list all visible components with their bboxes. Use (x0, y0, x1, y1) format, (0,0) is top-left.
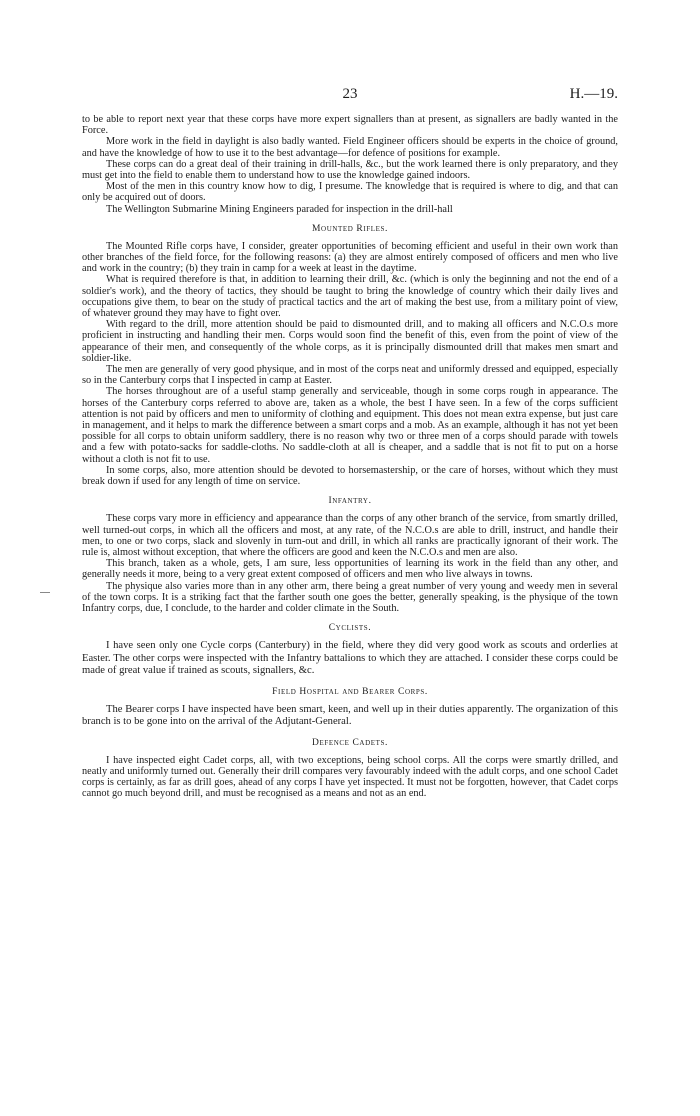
section-heading: Mounted Rifles. (312, 223, 388, 234)
section-paragraph: I have inspected eight Cadet corps, all, with two exceptions, being school corps. All the corps were smartly drilled, and neatly and uniformly turned out. Generally their drill compares very favourably indeed with the adult corps, and one school Cadet corps is certainly, as far as drill goes, ahead of any corps I have yet inspected. It must not be forgotten, however, that Cadet corps cannot go much beyond drill, and must be recognised as a means and not as an end. (82, 754, 618, 800)
section-heading: Infantry. (328, 496, 372, 507)
section-paragraph: With regard to the drill, more attention should be paid to dismounted drill, and to making all officers and N.C.O.s more proficient in instructing and handling their men. Corps would soon find the benefit of this, even from the point of view of the appearance of their men, and consequently of the whole corps, as it is principally dismounted drill that makes men smart and soldier-like. (82, 319, 618, 364)
intro-paragraph: Most of the men in this country know how to dig, I presume. The knowledge that is required is where to dig, and that can only be acquired out of doors. (82, 181, 618, 204)
section-paragraph: The Mounted Rifle corps have, I consider, greater opportunities of becoming efficient and useful in their own work than other branches of the field force, for the following reasons: (a) they are almost entirely composed of officers and men who live and work in the country; (b) they train in camp for a week at least in the daytime. (82, 240, 618, 275)
section-infantry (82, 495, 618, 614)
section-field-hospital (82, 686, 618, 729)
page-header (82, 84, 618, 104)
section-paragraph: The Bearer corps I have inspected have been smart, keen, and well up in their duties apparently. The organization of this branch is to be gone into on the arrival of the Adjutant-General. (82, 703, 618, 728)
document-reference: H.—19. (569, 86, 618, 102)
section-heading: Cyclists. (328, 623, 372, 634)
intro-paragraph: to be able to report next year that these corps have more expert signallers than at present, as signallers are badly wanted in the Force. (82, 114, 618, 137)
intro-paragraph: More work in the field in daylight is also badly wanted. Field Engineer officers should be experts in the choice of ground, and have the knowledge of how to use it to the best advantage—for defence of positions for example. (82, 136, 618, 159)
intro-block (82, 114, 618, 215)
intro-paragraph: The Wellington Submarine Mining Engineers paraded for inspection in the drill-hall (106, 203, 453, 215)
section-paragraph: The physique also varies more than in any other arm, there being a great number of very young and weedy men in several of the town corps. It is a striking fact that the farther south one goes the better, generally speaking, is the physique of the town Infantry corps, due, I conclude, to the harder and colder climate in the South. (82, 580, 618, 614)
section-paragraph: The horses throughout are of a useful stamp generally and serviceable, though in some corps rough in appearance. The horses of the Canterbury corps referred to above are, taken as a whole, the best I have seen. In a few of the corps sufficient attention is not paid by officers and men to uniformity of clothing and equipment. This does not mean extra expense, but just care in management, and it helps to mark the difference between a smart corps and a mob. As an example, although it has not yet been possible for all corps to obtain uniform saddlery, there is no reason why two or three men of a corps should parade with towels and a few with potato-sacks for saddle-cloths. No saddle-cloth at all is cheaper, and a saddle that is not fit to put on a horse without a cloth is not fit to use. (82, 386, 618, 465)
section-cyclists (82, 622, 618, 678)
page-body (82, 114, 618, 799)
page-number: 23 (342, 86, 358, 102)
section-paragraph: This branch, taken as a whole, gets, I am sure, less opportunities of learning its work in the field than any other, and generally needs it more, being to a very great extent composed of officers and men who live always in towns. (82, 558, 618, 581)
section-defence-cadets (82, 737, 618, 800)
section-heading: Defence Cadets. (312, 737, 388, 748)
section-paragraph: In some corps, also, more attention should be devoted to horsemastership, or the care of horses, without which they must break down if used for any length of time on service. (82, 464, 618, 488)
section-paragraph: The men are generally of very good physique, and in most of the corps neat and uniformly dressed and equipped, especially so in the Canterbury corps that I inspected in camp at Easter. (82, 364, 618, 387)
section-paragraph: What is required therefore is that, in addition to learning their drill, &c. (which is only the beginning and not the end of a soldier's work), and the theory of tactics, they should be taught to bring the knowledge of country which their daily lives and occupations give them, to bear on the study of practical tactics and the art of making the best use, from a military point of view, of whatever ground they may have to fight over. (82, 274, 618, 320)
section-heading: Field Hospital and Bearer Corps. (272, 686, 428, 697)
section-paragraph: These corps vary more in efficiency and appearance than the corps of any other branch of the service, from smartly drilled, well turned-out corps, in which all the officers and most, at any rate, of the N.C.O.s are able to drill, instruct, and handle their men, to one or two corps, slack and slovenly in turn-out and drill, in which all ranks are practically ignorant of their work. The rule is, almost without exception, that where the officers are good and keen the N.C.O.s and men are also. (82, 513, 618, 558)
section-mounted-rifles (82, 223, 618, 487)
intro-paragraph: These corps can do a great deal of their training in drill-halls, &c., but the work learned there is only preparatory, and they must get into the field to enable them to understand how to use the knowledge gained indoors. (82, 158, 618, 182)
section-paragraph: I have seen only one Cycle corps (Canterbury) in the field, where they did very good work as scouts and orderlies at Easter. The other corps were inspected with the Infantry battalions to which they are attached. I consider these corps could be made of great value if trained as scouts, signallers, &c. (82, 640, 618, 677)
margin-mark (40, 592, 50, 593)
